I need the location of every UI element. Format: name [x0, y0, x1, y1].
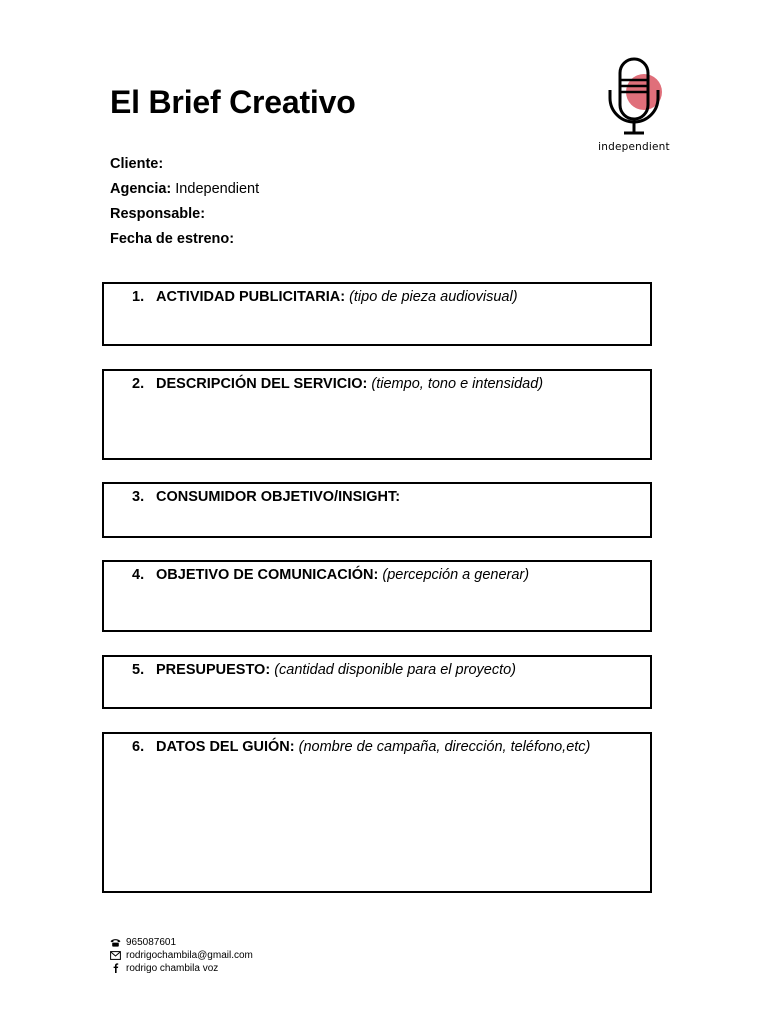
section-heading — [132, 489, 400, 505]
section-number: 2. — [132, 376, 145, 392]
agency-value: Independient — [175, 181, 260, 197]
section-number: 5. — [132, 662, 145, 678]
responsible-label: Responsable: — [110, 206, 206, 222]
client-info — [110, 154, 259, 254]
section-number: 3. — [132, 489, 145, 505]
section-hint: (cantidad disponible para el proyecto) — [274, 662, 517, 678]
mail-icon — [110, 949, 126, 962]
section-label: CONSUMIDOR OBJETIVO/INSIGHT: — [156, 489, 401, 505]
section-label: DESCRIPCIÓN DEL SERVICIO: — [156, 376, 368, 392]
section-box-advertising-activity[interactable] — [102, 282, 652, 346]
section-heading — [132, 567, 529, 583]
agency-row — [110, 179, 259, 204]
section-label: DATOS DEL GUIÓN: — [156, 739, 295, 755]
section-hint: (tiempo, tono e intensidad) — [371, 376, 544, 392]
section-box-budget[interactable] — [102, 655, 652, 709]
email-row[interactable] — [110, 949, 253, 962]
agency-label: Agencia: — [110, 181, 172, 197]
premiere-date-row — [110, 229, 259, 254]
section-hint: (percepción a generar) — [382, 567, 530, 583]
section-hint: (tipo de pieza audiovisual) — [349, 289, 518, 305]
section-box-communication-objective[interactable] — [102, 560, 652, 632]
client-row — [110, 154, 259, 179]
premiere-date-label: Fecha de estreno: — [110, 231, 235, 247]
section-number: 6. — [132, 739, 145, 755]
microphone-icon — [600, 54, 668, 136]
section-box-script-data[interactable] — [102, 732, 652, 893]
phone-row — [110, 936, 253, 949]
logo-text: independient — [598, 141, 670, 153]
section-number: 1. — [132, 289, 145, 305]
phone-text: 965087601 — [126, 937, 177, 949]
facebook-icon — [110, 962, 126, 975]
section-heading — [132, 739, 590, 755]
section-heading — [132, 662, 516, 678]
contact-footer — [110, 936, 253, 975]
section-box-service-description[interactable] — [102, 369, 652, 460]
page-title: El Brief Creativo — [110, 84, 356, 120]
email-text[interactable]: rodrigochambila@gmail.com — [126, 950, 253, 962]
section-label: OBJETIVO DE COMUNICACIÓN: — [156, 567, 379, 583]
section-box-target-consumer[interactable] — [102, 482, 652, 538]
section-heading — [132, 376, 543, 392]
section-label: ACTIVIDAD PUBLICITARIA: — [156, 289, 346, 305]
section-heading — [132, 289, 518, 305]
facebook-text[interactable]: rodrigo chambila voz — [126, 963, 219, 975]
section-number: 4. — [132, 567, 145, 583]
client-label: Cliente: — [110, 156, 164, 172]
responsible-row — [110, 204, 259, 229]
section-hint: (nombre de campaña, dirección, teléfono,etc) — [298, 739, 591, 755]
facebook-row[interactable] — [110, 962, 253, 975]
phone-icon — [110, 936, 126, 949]
logo — [596, 54, 672, 154]
section-label: PRESUPUESTO: — [156, 662, 271, 678]
